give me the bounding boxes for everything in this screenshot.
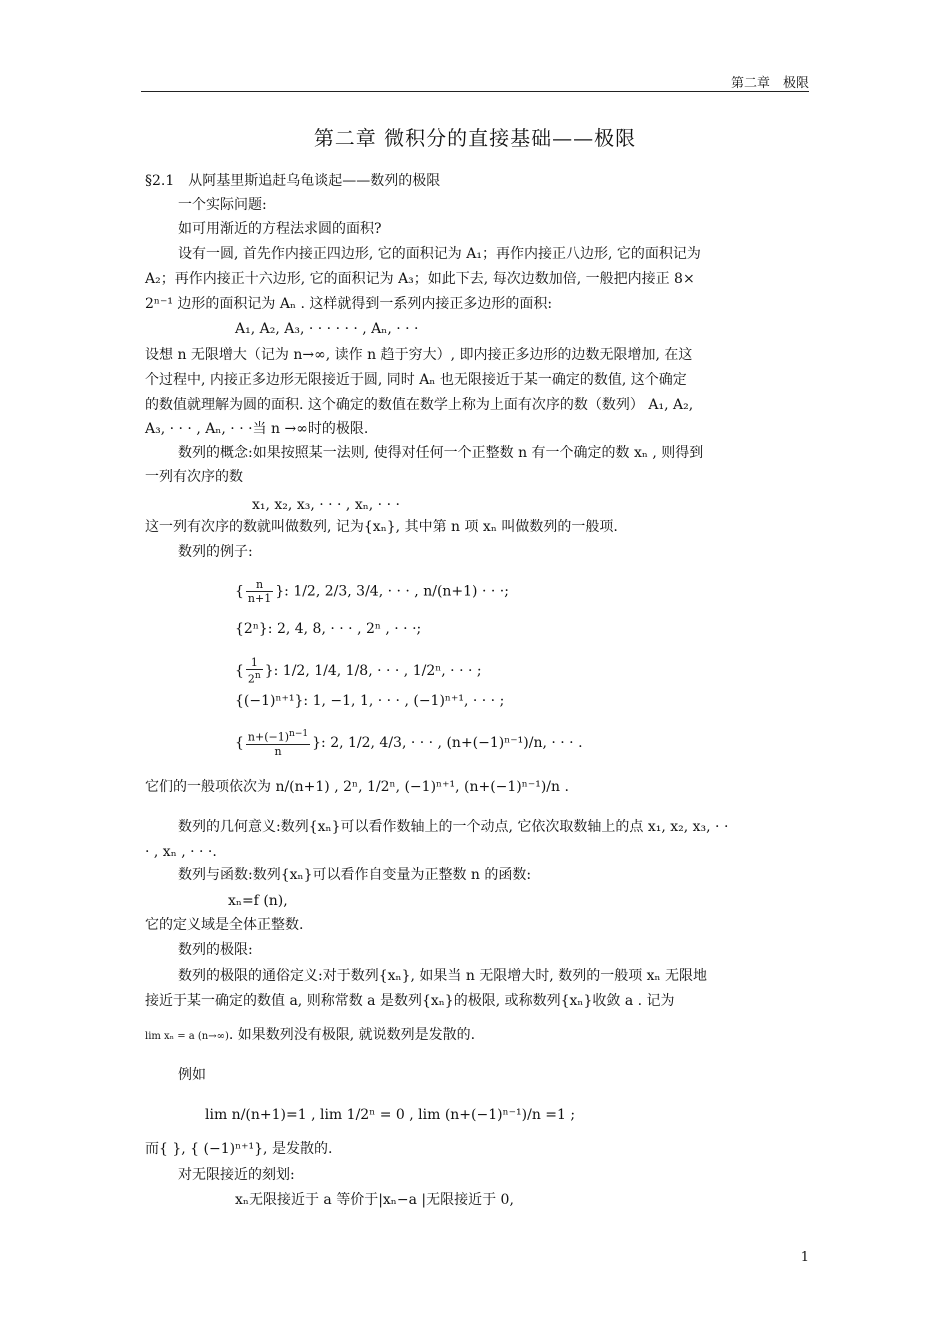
text-line: 这一列有次序的数就叫做数列, 记为{xₙ}, 其中第 n 项 xₙ 叫做数列的一般项. [145,519,618,535]
math-line: x₁, x₂, x₃, · · · , xₙ, · · · [252,497,400,513]
text-line: 如果数列没有极限, 就说数列是发散的. [237,1027,476,1043]
limit-notation: lim xₙ = a (n→∞) [145,1031,229,1042]
text-line: A₃, · · · , Aₙ, · · ·当 n →∞时的极限. [145,421,369,437]
text-line: 它的定义域是全体正整数. [145,917,304,933]
limit-examples: lim n/(n+1)=1 , lim 1/2ⁿ = 0 , lim (n+(−1)ⁿ⁻¹)/n =1 ; [205,1107,576,1123]
limit-definition-line: lim xₙ = a (n→∞). 如果数列没有极限, 就说数列是发散的. [145,1027,476,1043]
text-line: 2ⁿ⁻¹ 边形的面积记为 Aₙ . 这样就得到一系列内接正多边形的面积: [145,296,553,312]
example-2: {2ⁿ}: 2, 4, 8, · · · , 2ⁿ , · · ·; [235,621,422,637]
text-line: 数列的极限的通俗定义:对于数列{xₙ}, 如果当 n 无限增大时, 数列的一般项 xₙ 无限地 [178,968,708,984]
page-number: 1 [800,1250,809,1265]
example-5-seq: 2, 1/2, 4/3, · · · , (n+(−1)ⁿ⁻¹)/n, · · · . [330,734,583,751]
text-line: 而{ }, { (−1)ⁿ⁺¹}, 是发散的. [145,1141,333,1157]
general-terms-line [145,778,569,796]
example-5: { $\frac{n+(-1)^{n-1}}{n}$ }: 2, 1/2, 4/3, · · · , (n+(−1)ⁿ⁻¹)/n, · · · . [235,729,583,758]
text-line: 设想 n 无限增大（记为 n→∞, 读作 n 趋于穷大）, 即内接正多边形的边数无限增加, 在这 [145,347,693,363]
example-3: { $\frac{1}{2^n}$ }: 1/2, 1/4, 1/8, · · · , 1/2ⁿ, · · · ; [235,656,482,686]
text-line: 接近于某一确定的数值 a, 则称常数 a 是数列{xₙ}的极限, 或称数列{xₙ}收敛 a . 记为 [145,993,675,1009]
running-header: 第二章 极限 [730,76,809,91]
example-1-seq: 1/2, 2/3, 3/4, · · · , n/(n+1) · · ·; [293,583,509,600]
set-fraction: $\frac{n}{n+1}$ [247,578,272,605]
section-heading: §2.1 从阿基里斯追赶乌龟谈起——数列的极限 [145,173,441,189]
text-line: 例如 [178,1067,206,1083]
text-line: 一列有次序的数 [145,469,243,485]
example-4: {(−1)ⁿ⁺¹}: 1, −1, 1, · · · , (−1)ⁿ⁺¹, · · · ; [235,693,505,709]
chapter-title: 第二章 微积分的直接基础——极限 [313,126,637,150]
text-line: 个过程中, 内接正多边形无限接近于圆, 同时 Aₙ 也无限接近于某一确定的数值, 这个确定 [145,372,687,388]
text-line: 数列的例子: [178,544,253,560]
math-line: xₙ=f (n), [228,893,288,909]
text-line: 数列的概念:如果按照某一法则, 使得对任何一个正整数 n 有一个确定的数 xₙ , 则得到 [178,445,704,461]
text-line: 数列的极限: [178,942,253,958]
text-line: 它们的一般项依次为 [145,779,271,795]
text-line: xₙ无限接近于 a 等价于|xₙ−a |无限接近于 0, [235,1192,514,1208]
set-fraction: $\frac{1}{2^n}$ [247,656,261,686]
general-terms: n/(n+1) , 2ⁿ, 1/2ⁿ, (−1)ⁿ⁺¹, (n+(−1)ⁿ⁻¹)/n . [275,779,569,795]
text-line: 对无限接近的刻划: [178,1167,295,1183]
example-3-seq: 1/2, 1/4, 1/8, · · · , 1/2ⁿ, · · · ; [282,662,482,679]
math-line: A₁, A₂, A₃, · · · · · · , Aₙ, · · · [235,321,419,337]
set-fraction: $\frac{n+(-1)^{n-1}}{n}$ [247,729,309,758]
text-line: A₂；再作内接正十六边形, 它的面积记为 A₃；如此下去, 每次边数加倍, 一般把内接正 8× [145,271,695,287]
text-line: 数列与函数:数列{xₙ}可以看作自变量为正整数 n 的函数: [178,867,532,883]
example-1: { $\frac{n}{n+1}$ }: 1/2, 2/3, 3/4, · · · , n/(n+1) · · ·; [235,578,509,605]
text-line: 一个实际问题: [178,197,267,213]
text-line: 数列的几何意义:数列{xₙ}可以看作数轴上的一个动点, 它依次取数轴上的点 x₁, x₂, x₃, · · [178,819,729,835]
text-line: · , xₙ , · · ·. [145,844,217,860]
text-line: 的数值就理解为圆的面积. 这个确定的数值在数学上称为上面有次序的数（数列） A₁, A₂, [145,397,694,413]
text-line: 如可用渐近的方程法求圆的面积? [178,221,382,237]
header-rule [141,91,809,92]
text-line: 设有一圆, 首先作内接正四边形, 它的面积记为 A₁；再作内接正八边形, 它的面积记为 [178,246,701,262]
